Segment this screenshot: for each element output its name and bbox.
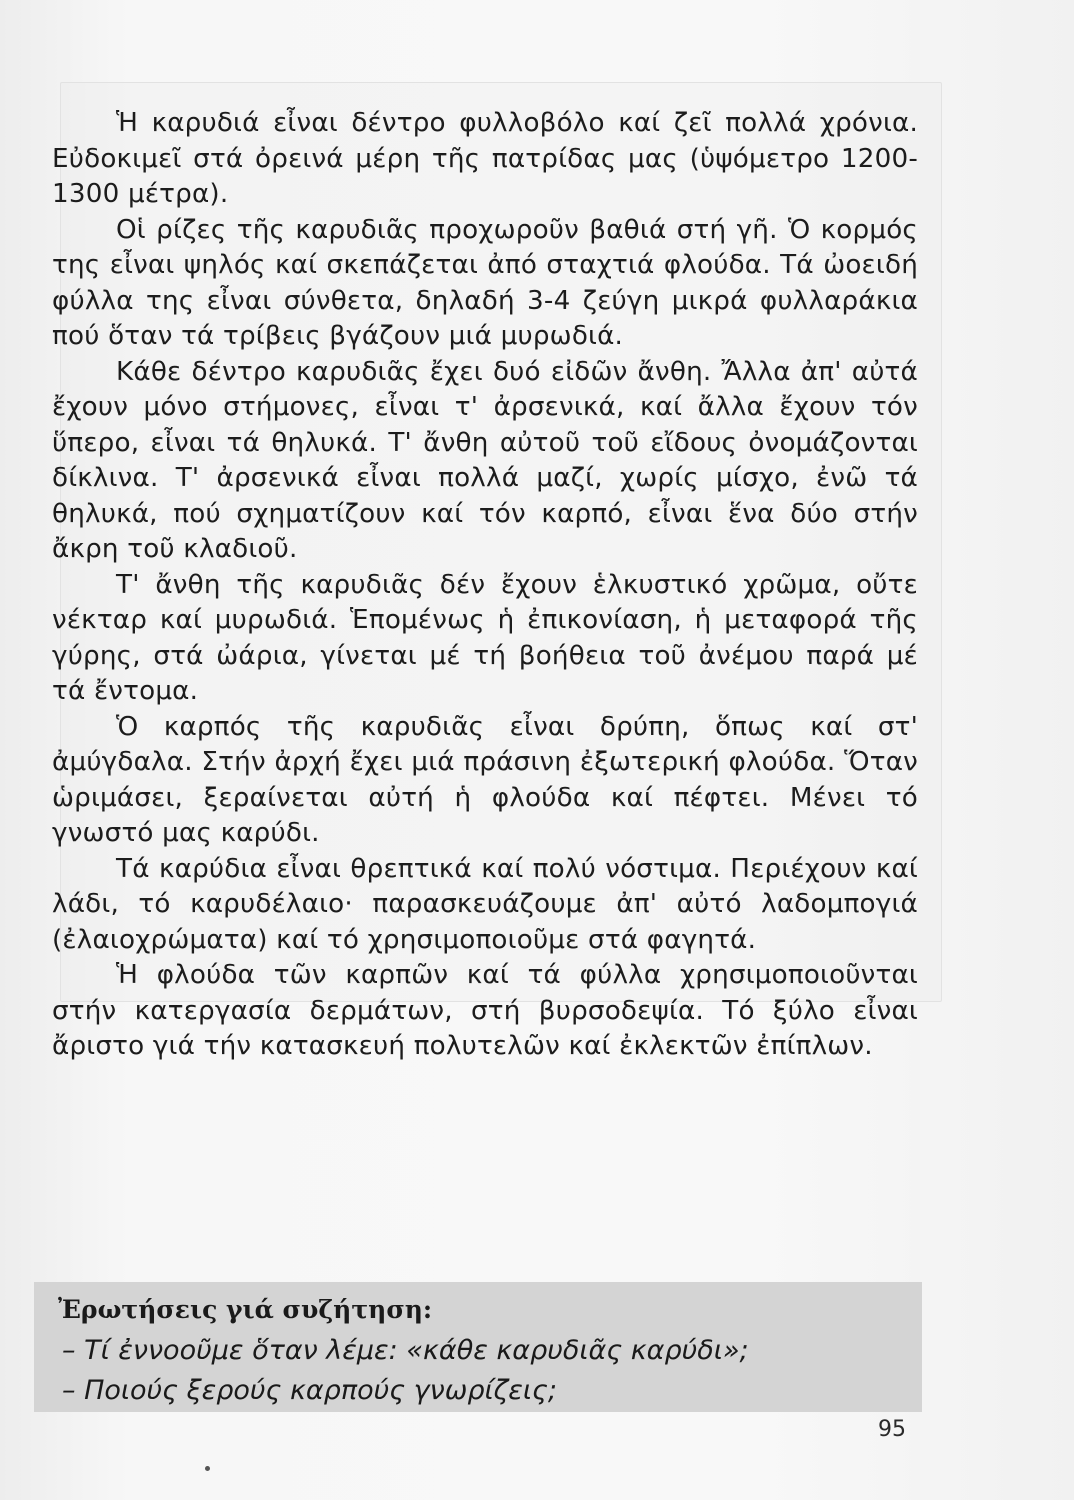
paragraph-5: Ὁ καρπός τῆς καρυδιᾶς εἶναι δρύπη, ὅπως καί στ' ἀμύγδαλα. Στήν ἀρχή ἔχει μιά πράσινη ἐξωτερική φλούδα. Ὅταν ὡριμάσει, ξεραίνεται αὐτή ἡ φλούδα καί πέφτει. Μένει τό γνωστό μας καρύδι. [52, 711, 918, 848]
body-text [52, 106, 918, 1065]
paragraph-6: Τά καρύδια εἶναι θρεπτικά καί πολύ νόστιμα. Περιέχουν καί λάδι, τό καρυδέλαιο· παρασκευάζουμε ἀπ' αὐτό λαδομπογιά (ἐλαιοχρώματα) καί τό χρησιμοποιοῦμε στά φαγητά. [52, 853, 918, 955]
question-item: – Ποιούς ξερούς καρπούς γνωρίζεις; [62, 1375, 557, 1406]
question-item: – Τί ἐννοοῦμε ὅταν λέμε: «κάθε καρυδιᾶς καρύδι»; [62, 1335, 749, 1366]
discussion-questions-box [34, 1282, 922, 1412]
paragraph-3: Κάθε δέντρο καρυδιᾶς ἔχει δυό εἰδῶν ἄνθη. Ἄλλα ἀπ' αὐτά ἔχουν μόνο στήμονες, εἶναι τ' ἀρσενικά, καί ἄλλα ἔχουν τόν ὕπερο, εἶναι τά θηλυκά. Τ' ἄνθη αὐτοῦ τοῦ εἴδους ὀνομάζονται δίκλινα. Τ' ἀρσενικά εἶναι πολλά μαζί, χωρίς μίσχο, ἐνῶ τά θηλυκά, πού σχηματίζουν καί τόν καρπό, εἶναι ἕνα δύο στήν ἄκρη τοῦ κλαδιοῦ. [52, 356, 918, 564]
print-speck [205, 1466, 210, 1471]
paragraph-7: Ἡ φλούδα τῶν καρπῶν καί τά φύλλα χρησιμοποιοῦνται στήν κατεργασία δερμάτων, στή βυρσοδεψία. Τό ξύλο εἶναι ἄριστο γιά τήν κατασκευή πολυτελῶν καί ἐκλεκτῶν ἐπίπλων. [52, 960, 918, 1061]
paragraph-1: Ἡ καρυδιά εἶναι δέντρο φυλλοβόλο καί ζεῖ πολλά χρόνια. Εὐδοκιμεῖ στά ὀρεινά μέρη τῆς πατρίδας μας (ὑψόμετρο 1200-1300 μέτρα). [52, 108, 918, 209]
page-number: 95 [878, 1417, 906, 1442]
paragraph-4: Τ' ἄνθη τῆς καρυδιᾶς δέν ἔχουν ἑλκυστικό χρῶμα, οὔτε νέκταρ καί μυρωδιά. Ἑπομένως ἡ ἐπικονίαση, ἡ μεταφορά τῆς γύρης, στά ὠάρια, γίνεται μέ τή βοήθεια τοῦ ἀνέμου παρά μέ τά ἔντομα. [52, 569, 918, 706]
paragraph-2: Οἱ ρίζες τῆς καρυδιᾶς προχωροῦν βαθιά στή γῆ. Ὁ κορμός της εἶναι ψηλός καί σκεπάζεται ἀπό σταχτιά φλούδα. Τά ὠοειδή φύλλα της εἶναι σύνθετα, δηλαδή 3-4 ζεύγη μικρά φυλλαράκια πού ὅταν τά τρίβεις βγάζουν μιά μυρωδιά. [52, 214, 918, 351]
questions-heading: Ἐρωτήσεις γιά συζήτηση: [58, 1295, 433, 1324]
